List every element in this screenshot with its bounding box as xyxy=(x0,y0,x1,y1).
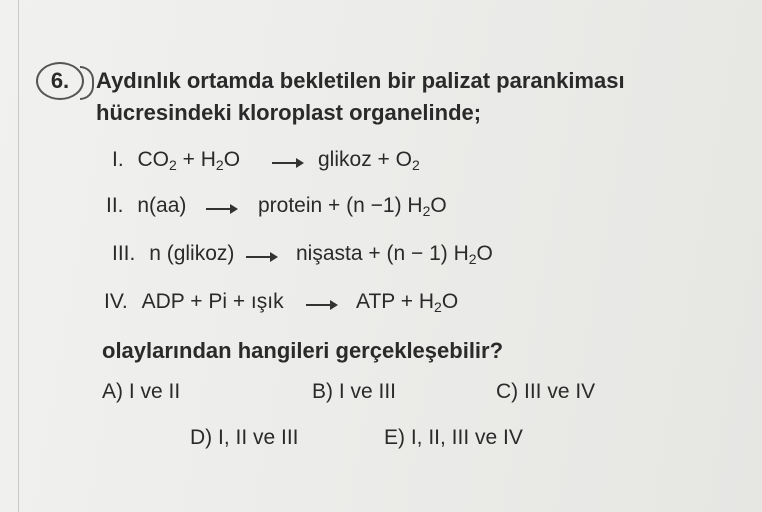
question-number: 6. xyxy=(36,62,84,100)
reaction-4-arrow-icon xyxy=(306,304,336,306)
reaction-2-roman: II. xyxy=(106,194,124,217)
reaction-2-reactant: n(aa) xyxy=(137,194,187,217)
reaction-3-roman: III. xyxy=(112,242,136,265)
option-e[interactable]: E) I, II, III ve IV xyxy=(384,426,523,449)
reaction-4 xyxy=(104,290,284,314)
reaction-3-product: nişasta + (n − 1) $H_2O$ xyxy=(296,242,493,267)
reaction-1-arrow-icon xyxy=(272,162,302,164)
reaction-1 xyxy=(112,148,240,173)
question-number-bracket xyxy=(80,66,94,100)
reaction-3-reactant: n (glikoz) xyxy=(149,242,235,265)
reaction-4-roman: IV. xyxy=(104,290,128,313)
option-d[interactable]: D) I, II ve III xyxy=(190,426,299,449)
question-prompt: olaylarından hangileri gerçekleşebilir? xyxy=(102,338,504,363)
reaction-3-arrow-icon xyxy=(246,256,276,258)
option-c[interactable]: C) III ve IV xyxy=(496,380,596,403)
reaction-1-product: glikoz + $O_2$ xyxy=(318,148,420,173)
reaction-3 xyxy=(112,242,234,266)
margin-line xyxy=(18,0,19,512)
reaction-4-product: ATP + $H_2O$ xyxy=(356,290,459,315)
option-b[interactable]: B) I ve III xyxy=(312,380,397,403)
reaction-4-reactant: ADP + Pi + ışık xyxy=(141,290,284,313)
reaction-2 xyxy=(106,194,186,218)
option-a[interactable]: A) I ve II xyxy=(102,380,181,403)
question-stem-line-1: Aydınlık ortamda bekletilen bir palizat parankiması xyxy=(96,68,625,93)
reaction-1-roman: I. xyxy=(112,148,124,171)
reaction-2-arrow-icon xyxy=(206,208,236,210)
reaction-1-reactant: $CO_2 + H_2O$ xyxy=(137,148,241,173)
question-stem-line-2: hücresindeki kloroplast organelinde; xyxy=(96,100,482,125)
reaction-2-product: protein + (n −1) $H_2O$ xyxy=(258,194,447,219)
